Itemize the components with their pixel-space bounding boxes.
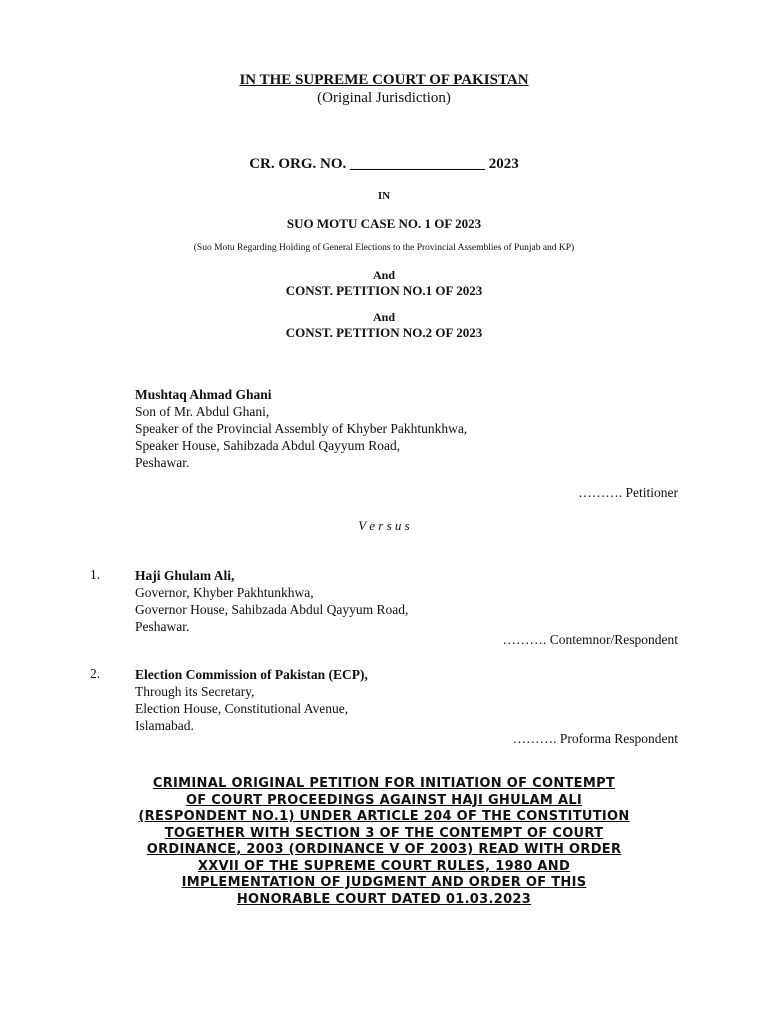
petitioner-line: Son of Mr. Abdul Ghani, [135, 404, 270, 419]
jurisdiction-label: (Original Jurisdiction) [317, 90, 451, 106]
respondent-line: Election House, Constitutional Avenue, [135, 701, 349, 716]
versus-label: V e r s u s [358, 518, 410, 533]
cr-org-year: 2023 [488, 156, 519, 172]
cr-org-prefix: CR. ORG. NO. [249, 156, 347, 172]
cr-org-blank: __________________ [350, 156, 486, 172]
respondent-number: 2. [90, 666, 101, 681]
respondent-line: Governor, Khyber Pakhtunkhwa, [135, 585, 314, 600]
const-petition-2: CONST. PETITION NO.2 OF 2023 [285, 325, 483, 340]
respondent-name: Haji Ghulam Ali, [135, 568, 235, 583]
petitioner-name: Mushtaq Ahmad Ghani [135, 387, 272, 402]
petitioner-role: ………. Petitioner [578, 485, 678, 500]
petition-prayer-heading [90, 776, 678, 908]
and-label-2: And [372, 310, 395, 324]
prayer-line: CRIMINAL ORIGINAL PETITION FOR INITIATION OF CONTEMPT [152, 776, 616, 791]
and-label-1: And [372, 268, 395, 282]
petitioner-line: Speaker House, Sahibzada Abdul Qayyum Road, [135, 438, 401, 453]
const-petition-1: CONST. PETITION NO.1 OF 2023 [285, 283, 483, 298]
respondent-line: Through its Secretary, [135, 684, 255, 699]
prayer-line: ORDINANCE, 2003 (ORDINANCE V OF 2003) READ WITH ORDER [146, 842, 622, 857]
prayer-line: HONORABLE COURT DATED 01.03.2023 [236, 891, 532, 907]
petitioner-line: Peshawar. [135, 455, 190, 470]
respondent-number: 1. [90, 567, 101, 582]
prayer-line: OF COURT PROCEEDINGS AGAINST HAJI GHULAM ALI [185, 792, 583, 808]
suo-motu-note: (Suo Motu Regarding Holding of General Elections to the Provincial Assemblies of Punjab and KP) [193, 243, 575, 253]
prayer-line: (RESPONDENT NO.1) UNDER ARTICLE 204 OF THE CONSTITUTION [138, 809, 630, 824]
respondent-role: ………. Proforma Respondent [512, 731, 678, 746]
suo-motu-case: SUO MOTU CASE NO. 1 OF 2023 [286, 216, 482, 231]
respondent-role: ………. Contemnor/Respondent [502, 632, 678, 647]
prayer-line: IMPLEMENTATION OF JUDGMENT AND ORDER OF THIS [181, 875, 587, 890]
court-title: IN THE SUPREME COURT OF PAKISTAN [239, 72, 529, 88]
respondent-line: Islamabad. [135, 718, 194, 733]
prayer-line: XXVII OF THE SUPREME COURT RULES, 1980 AND [197, 858, 571, 874]
cr-org-number [0, 156, 768, 173]
respondent-line: Peshawar. [135, 619, 190, 634]
prayer-line: TOGETHER WITH SECTION 3 OF THE CONTEMPT OF COURT [164, 825, 604, 841]
respondent-name: Election Commission of Pakistan (ECP), [135, 667, 368, 682]
respondent-line: Governor House, Sahibzada Abdul Qayyum Road, [135, 602, 409, 617]
petitioner-line: Speaker of the Provincial Assembly of Khyber Pakhtunkhwa, [135, 421, 468, 436]
in-label: IN [377, 190, 391, 202]
